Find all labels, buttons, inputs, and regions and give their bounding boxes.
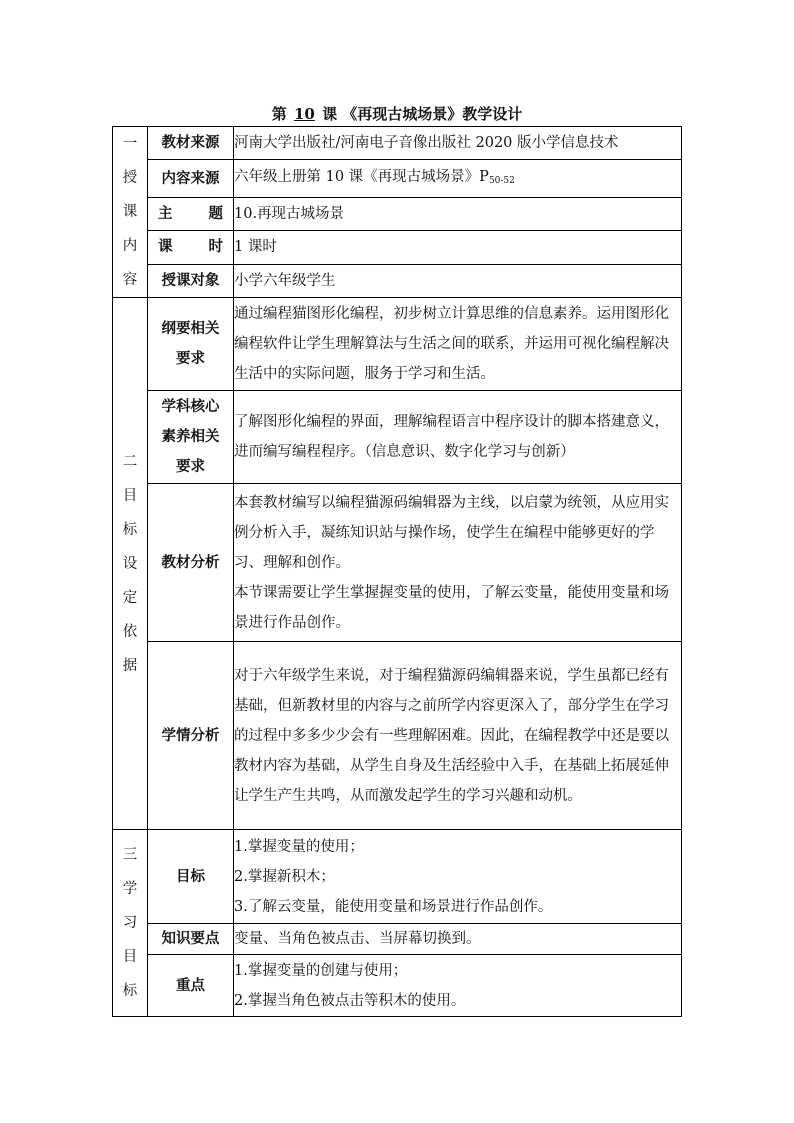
- title-prefix: 第: [271, 105, 287, 123]
- curriculum-label-1: 纲要相关: [161, 320, 220, 337]
- hours-label-a: 课: [158, 238, 173, 256]
- textbook-source-value: 河南大学出版社/河南电子音像出版社 2020 版小学信息技术: [234, 127, 682, 160]
- section-char: 目: [122, 949, 138, 965]
- section-char: 二: [122, 453, 138, 470]
- topic-label-a: 主: [158, 205, 173, 223]
- row-knowledge-points: [113, 924, 682, 955]
- section-1-label: [113, 127, 148, 298]
- lesson-number: 10: [293, 105, 315, 123]
- objectives-label: 目标: [148, 830, 234, 924]
- section-char: 授: [122, 170, 138, 186]
- lesson-plan-table: [112, 126, 682, 1017]
- audience-value: 小学六年级学生: [234, 264, 682, 297]
- document-title: [0, 103, 794, 124]
- textbook-source-label: 教材来源: [148, 127, 234, 160]
- section-char: 依: [122, 623, 138, 640]
- material-analysis-para-1: 本套教材编写以编程猫源码编辑器为主线，以启蒙为统领，从应用实例分析入手，凝练知识站与操作场，使学生在编程中能够更好的学习、理解和创作。: [234, 494, 669, 571]
- audience-label: 授课对象: [148, 264, 234, 297]
- objective-item-2: 2.掌握新积木；: [234, 868, 335, 885]
- objectives-value: [234, 830, 682, 924]
- row-topic: [113, 197, 682, 230]
- section-1-text: [113, 127, 147, 297]
- section-char: 标: [122, 983, 138, 999]
- title-suffix: 课 《再现古城场景》教学设计: [322, 105, 523, 123]
- row-content-source: [113, 160, 682, 198]
- row-student-analysis: [113, 642, 682, 830]
- row-objectives: [113, 830, 682, 924]
- section-2-text: [113, 445, 147, 683]
- topic-label-b: 题: [208, 205, 223, 223]
- section-char: 三: [122, 847, 138, 863]
- row-core-literacy: [113, 391, 682, 484]
- row-material-analysis: [113, 484, 682, 642]
- knowledge-points-label: 知识要点: [148, 924, 234, 955]
- section-char: 标: [122, 521, 138, 538]
- row-hours: [113, 231, 682, 264]
- section-char: 容: [122, 272, 138, 288]
- content-source-label: 内容来源: [148, 160, 234, 198]
- material-analysis-para-2: 本节课需要让学生掌握握变量的使用，了解云变量，能使用变量和场景进行作品创作。: [234, 584, 669, 631]
- key-points-value: [234, 955, 682, 1017]
- core-literacy-label-2: 素养相关: [161, 428, 220, 445]
- curriculum-label-2: 要求: [176, 350, 205, 367]
- core-literacy-label-1: 学科核心: [161, 398, 220, 415]
- section-char: 定: [122, 589, 138, 606]
- section-char: 一: [122, 136, 138, 152]
- hours-value: 1 课时: [234, 231, 682, 264]
- section-char: 目: [122, 487, 138, 504]
- content-source-value: [234, 160, 682, 198]
- key-point-item-1: 1.掌握变量的创建与使用；: [234, 962, 408, 979]
- section-char: 习: [122, 915, 138, 931]
- objective-item-3: 3.了解云变量，能使用变量和场景进行作品创作。: [234, 898, 553, 915]
- curriculum-label: [148, 298, 234, 391]
- curriculum-value: 通过编程猫图形化编程，初步树立计算思维的信息素养。运用图形化编程软件让学生理解算法与生活之间的联系，并运用可视化编程解决生活中的实际问题，服务于学习和生活。: [234, 298, 682, 391]
- section-char: 据: [122, 657, 138, 674]
- section-2-label: [113, 298, 148, 830]
- row-curriculum: [113, 298, 682, 391]
- core-literacy-label-3: 要求: [176, 458, 205, 475]
- material-analysis-value: [234, 484, 682, 642]
- key-point-item-2: 2.掌握当角色被点击等积木的使用。: [234, 992, 466, 1009]
- section-char: 学: [122, 881, 138, 897]
- objective-item-1: 1.掌握变量的使用；: [234, 838, 364, 855]
- material-analysis-label: 教材分析: [148, 484, 234, 642]
- page-range: 50-52: [488, 175, 515, 186]
- knowledge-points-value: 变量、当角色被点击、当屏幕切换到。: [234, 924, 682, 955]
- core-literacy-value: 了解图形化编程的界面，理解编程语言中程序设计的脚本搭建意义，进而编写编程程序。（信息意识、数字化学习与创新）: [234, 391, 682, 484]
- content-source-text: 六年级上册第 10 课《再现古城场景》P: [234, 168, 489, 185]
- section-3-label: [113, 830, 148, 1017]
- student-analysis-label: 学情分析: [148, 642, 234, 830]
- section-char: 内: [122, 238, 138, 254]
- row-audience: [113, 264, 682, 297]
- hours-label-b: 时: [208, 238, 223, 256]
- topic-value: 10.再现古城场景: [234, 197, 682, 230]
- key-points-label: 重点: [148, 955, 234, 1017]
- hours-label: [148, 231, 234, 264]
- student-analysis-value: 对于六年级学生来说，对于编程猫源码编辑器来说，学生虽都已经有基础，但新教材里的内容与之前所学内容更深入了，部分学生在学习的过程中多多少少会有一些理解困难。因此，在编程教学中还是要以教材内容为基础，从学生自身及生活经验中入手，在基础上拓展延伸让学生产生共鸣，从而激发起学生的学习兴趣和动机。: [234, 642, 682, 830]
- section-char: 设: [122, 555, 138, 572]
- row-textbook-source: [113, 127, 682, 160]
- section-3-text: [113, 838, 147, 1008]
- topic-label: [148, 197, 234, 230]
- row-key-points: [113, 955, 682, 1017]
- section-char: 课: [122, 204, 138, 220]
- core-literacy-label: [148, 391, 234, 484]
